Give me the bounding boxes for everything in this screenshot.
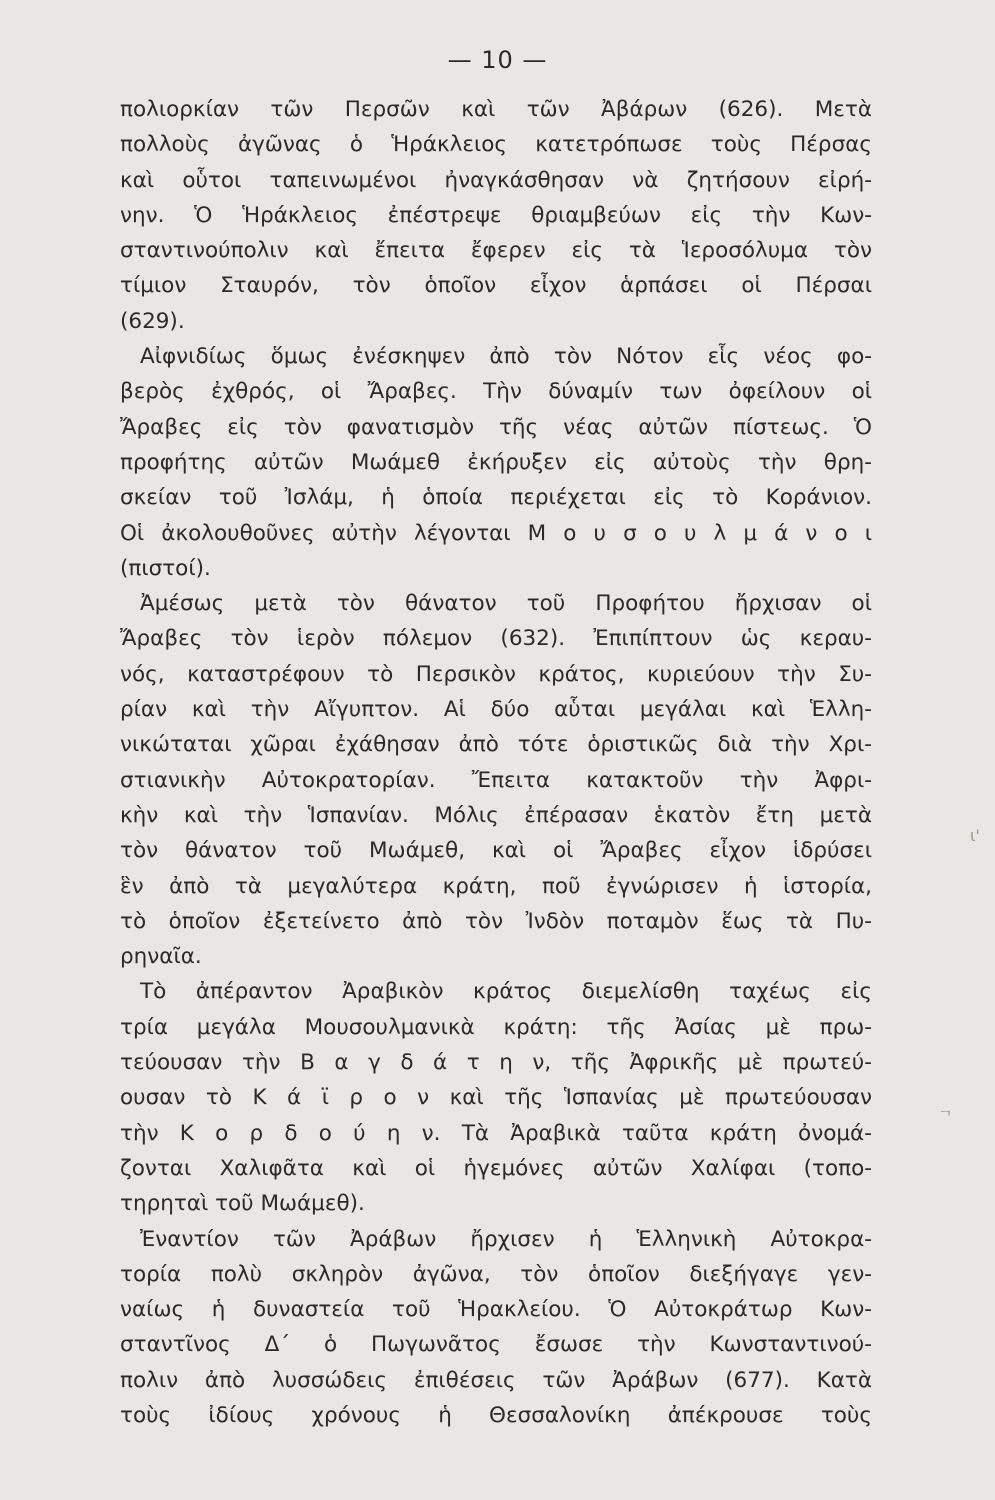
text-line: τὸν θάνατον τοῦ Μωάμεθ, καὶ οἱ Ἄραβες εἶχον ἱδρύσει xyxy=(120,838,872,864)
text-line: ζονται Χαλιφᾶτα καὶ οἱ ἡγεμόνες αὐτῶν Χαλίφαι (τοπο- xyxy=(120,1155,872,1181)
margin-mark: ᆨ xyxy=(938,1099,954,1118)
text-line: ρίαν καὶ τὴν Αἴγυπτον. Αἱ δύο αὗται μεγάλαι καὶ Ἑλλη- xyxy=(120,697,872,723)
text-line: τρία μεγάλα Μουσουλμανικὰ κράτη: τῆς Ἀσίας μὲ πρω- xyxy=(120,1014,872,1040)
text-line: ουσαν τὸ Κ ά ϊ ρ ο ν καὶ τῆς Ἱσπανίας μὲ πρωτεύουσαν xyxy=(120,1085,872,1111)
body-text xyxy=(120,92,872,1433)
text-line: πολλοὺς ἀγῶνας ὁ Ἡράκλειος κατετρόπωσε τοὺς Πέρσας xyxy=(120,132,872,158)
text-line: (πιστοί). xyxy=(120,555,211,581)
text-line: ρηναῖα. xyxy=(120,944,202,970)
text-line: τορία πολὺ σκληρὸν ἀγῶνα, τὸν ὁποῖον διεξήγαγε γεν- xyxy=(120,1261,872,1287)
page-number: — 10 — xyxy=(447,46,548,74)
text-line: ἓν ἀπὸ τὰ μεγαλύτερα κράτη, ποῦ ἐγνώρισεν ἡ ἱστορία, xyxy=(120,873,872,899)
text-line: πολιν ἀπὸ λυσσώδεις ἐπιθέσεις τῶν Ἀράβων (677). Κατὰ xyxy=(120,1367,872,1393)
text-line: τὴν Κ ο ρ δ ο ύ η ν. Τὰ Ἀραβικὰ ταῦτα κράτη ὀνομά- xyxy=(120,1120,872,1146)
text-line: πολιορκίαν τῶν Περσῶν καὶ τῶν Ἀβάρων (626). Μετὰ xyxy=(120,97,872,122)
text-line: τὸ ὁποῖον ἐξετείνετο ἀπὸ τὸν Ἰνδὸν ποταμὸν ἕως τὰ Πυ- xyxy=(120,908,872,934)
text-line: Οἱ ἀκολουθοῦνες αὐτὴν λέγονται Μ ο υ σ ο υ λ μ ά ν ο ι xyxy=(120,520,872,546)
text-line: Ἄραβες τὸν ἱερὸν πόλεμον (632). Ἐπιπίπτουν ὡς κεραυ- xyxy=(120,626,872,652)
text-line: στιανικὴν Αὐτοκρατορίαν. Ἔπειτα κατακτοῦν τὴν Ἀφρι- xyxy=(120,767,872,793)
text-line: νην. Ὁ Ἡράκλειος ἐπέστρεψε θριαμβεύων εἰς τὴν Κων- xyxy=(120,202,872,228)
text-line: καὶ οὗτοι ταπεινωμένοι ἠναγκάσθησαν νὰ ζητήσουν εἰρή- xyxy=(120,167,872,193)
text-line: βερὸς ἐχθρός, οἱ Ἄραβες. Τὴν δύναμίν των ὀφείλουν οἱ xyxy=(120,379,872,405)
text-line: σταντῖνος Δ΄ ὁ Πωγωνᾶτος ἔσωσε τὴν Κωνσταντινού- xyxy=(120,1332,872,1358)
text-line: Ἄραβες εἰς τὸν φανατισμὸν τῆς νέας αὐτῶν πίστεως. Ὁ xyxy=(120,414,872,440)
text-line: κὴν καὶ τὴν Ἱσπανίαν. Μόλις ἐπέρασαν ἑκατὸν ἔτη μετὰ xyxy=(120,802,872,828)
margin-mark: ι' xyxy=(970,826,980,845)
text-line: τεύουσαν τὴν Β α γ δ ά τ η ν, τῆς Ἀφρικῆς μὲ πρωτεύ- xyxy=(120,1050,872,1076)
text-line: Αἰφνιδίως ὅμως ἐνέσκηψεν ἀπὸ τὸν Νότον εἷς νέος φο- xyxy=(140,344,872,370)
text-line: σκείαν τοῦ Ἰσλάμ, ἡ ὁποία περιέχεται εἰς τὸ Κοράνιον. xyxy=(120,485,872,511)
text-line: προφήτης αὐτῶν Μωάμεθ ἐκήρυξεν εἰς αὐτοὺς τὴν θρη- xyxy=(120,449,872,475)
text-line: Ἀμέσως μετὰ τὸν θάνατον τοῦ Προφήτου ἤρχισαν οἱ xyxy=(140,591,872,617)
text-line: ναίως ἡ δυναστεία τοῦ Ἡρακλείου. Ὁ Αὐτοκράτωρ Κων- xyxy=(120,1297,872,1323)
text-line: σταντινούπολιν καὶ ἔπειτα ἔφερεν εἰς τὰ Ἱεροσόλυμα τὸν xyxy=(120,238,872,264)
text-line: νός, καταστρέφουν τὸ Περσικὸν κράτος, κυριεύουν τὴν Συ- xyxy=(120,661,872,687)
text-line: τίμιον Σταυρόν, τὸν ὁποῖον εἶχον ἁρπάσει οἱ Πέρσαι xyxy=(120,273,872,299)
text-line: τοὺς ἰδίους χρόνους ἡ Θεσσαλονίκη ἀπέκρουσε τοὺς xyxy=(120,1402,872,1428)
text-line: Ἐναντίον τῶν Ἀράβων ἤρχισεν ἡ Ἑλληνικὴ Αὐτοκρα- xyxy=(140,1226,872,1252)
text-line: τηρηταὶ τοῦ Μωάμεθ). xyxy=(120,1191,365,1217)
text-line: Τὸ ἀπέραντον Ἀραβικὸν κράτος διεμελίσθη ταχέως εἰς xyxy=(140,979,872,1005)
text-line: νικώταται χῶραι ἐχάθησαν ἀπὸ τότε ὁριστικῶς διὰ τὴν Χρι- xyxy=(120,732,872,758)
text-line: (629). xyxy=(120,308,185,334)
